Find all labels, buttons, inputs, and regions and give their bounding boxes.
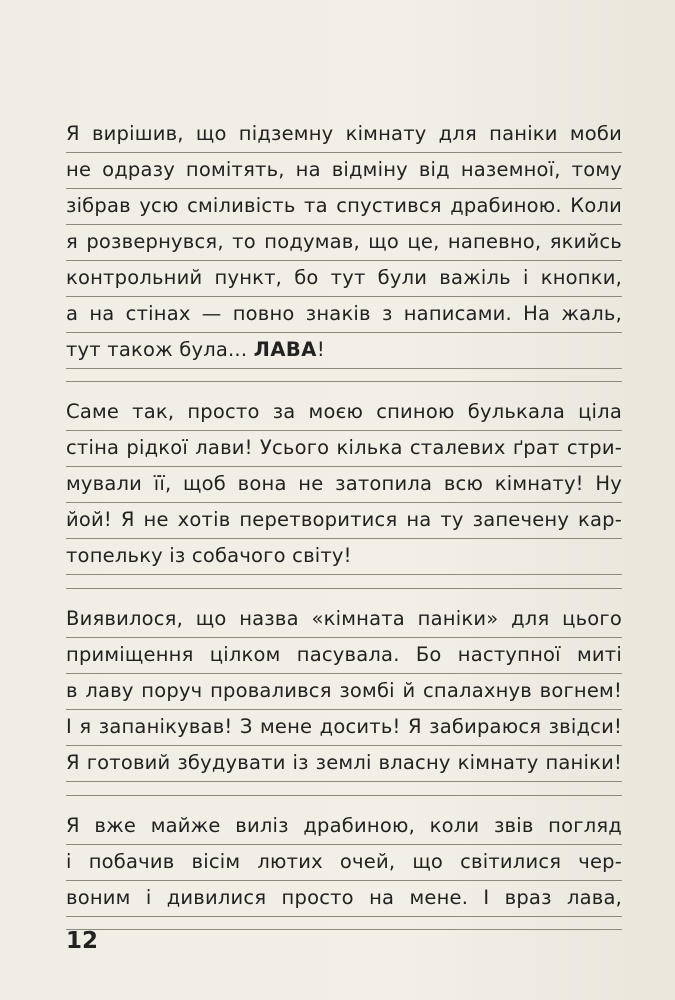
text-line: воним і дивилися просто на мене. І враз лава, xyxy=(66,880,622,917)
text-line: І я запанікував! З мене досить! Я забираюся звідси! xyxy=(66,709,622,746)
text-line: я розвернувся, то подумав, що це, напевно, якийсь xyxy=(66,224,622,261)
text-line: не одразу помітять, на відміну від наземної, тому xyxy=(66,152,622,189)
text-line: і побачив вісім лютих очей, що світилися чер- xyxy=(66,844,622,881)
text-line: мували її, щоб вона не затопила всю кімнату! Ну xyxy=(66,466,622,503)
text-line: Саме так, просто за моєю спиною булькала ціла xyxy=(66,394,622,431)
text-line: в лаву поруч провалився зомбі й спалахнув вогнем! xyxy=(66,673,622,710)
text-line: Виявилося, що назва «кімната паніки» для цього xyxy=(66,601,622,638)
blank-ruled-line xyxy=(66,759,622,796)
text-fragment: ! xyxy=(316,338,325,361)
text-line: а на стінах — повно знаків з написами. На жаль, xyxy=(66,296,622,333)
text-line: зібрав усю сміливість та спустився драбиною. Коли xyxy=(66,188,622,225)
text-line: Я готовий збудувати із землі власну кімнату паніки! xyxy=(66,745,622,782)
text-line: приміщення цілком пасувала. Бо наступної миті xyxy=(66,637,622,674)
blank-ruled-line xyxy=(66,893,622,930)
text-line: Я вже майже виліз драбиною, коли звів погляд xyxy=(66,808,622,845)
text-line: стіна рідкої лави! Усього кілька сталевих ґрат стри- xyxy=(66,430,622,467)
text-line: контрольний пункт, бо тут були важіль і кнопки, xyxy=(66,260,622,297)
text-line: йой! Я не хотів перетворитися на ту запечену кар- xyxy=(66,502,622,539)
text-line: Я вирішив, що підземну кімнату для паніки моби xyxy=(66,116,622,153)
blank-ruled-line xyxy=(66,552,622,589)
lava-emphasis: ЛАВА xyxy=(253,338,317,361)
blank-ruled-line xyxy=(66,345,622,382)
text-fragment: тут також була... xyxy=(66,338,254,361)
text-line: топельку із собачого світу! xyxy=(66,538,622,575)
page-number: 12 xyxy=(66,928,99,954)
